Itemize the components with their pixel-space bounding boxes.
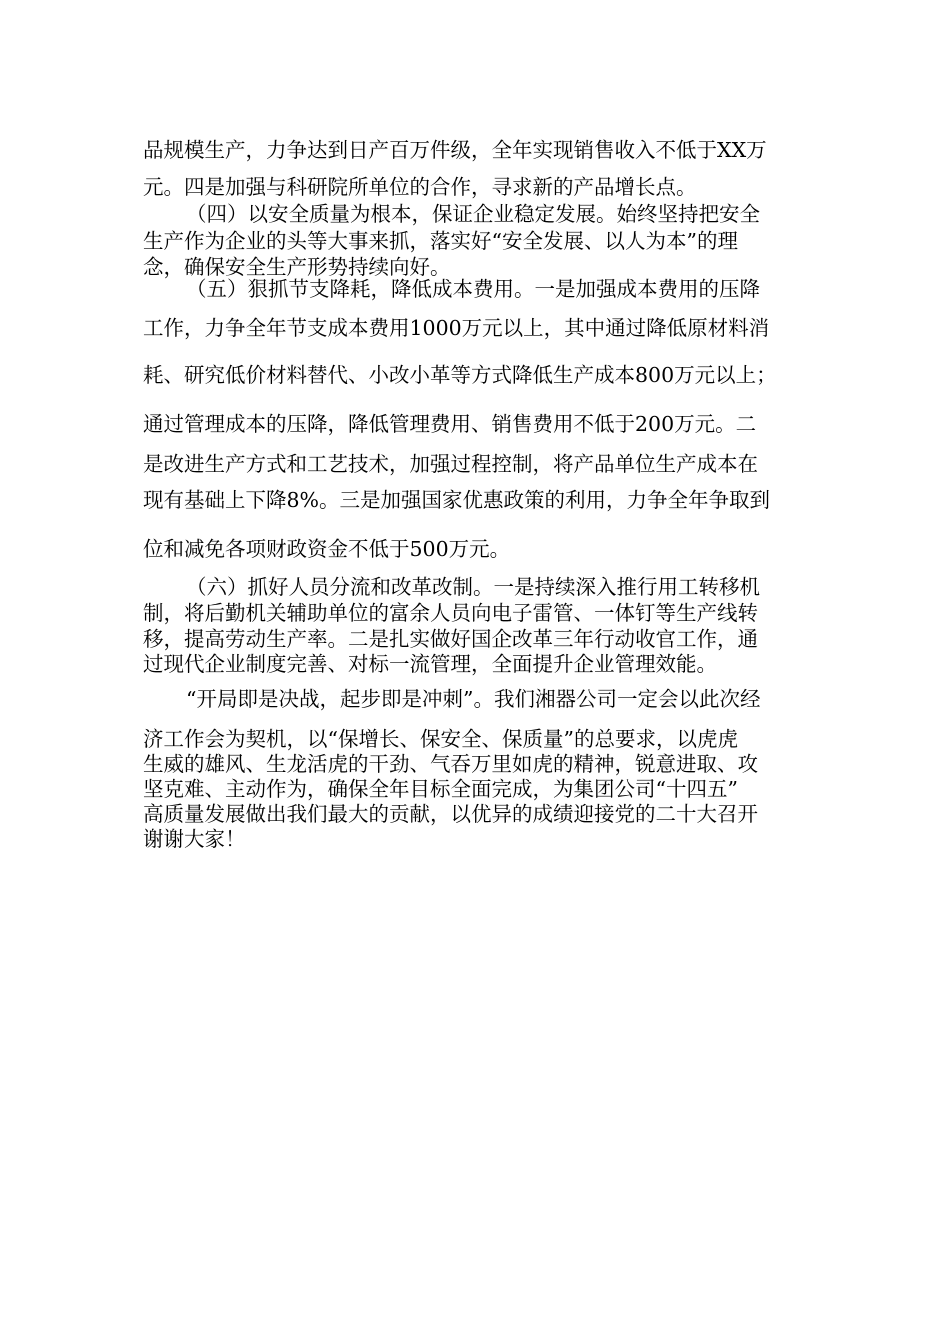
text-line: 品规模生产，力争达到日产百万件级，全年实现销售收入不低于XX万	[143, 138, 767, 162]
paragraph-heading-6: （六）抓好人员分流和改革改制。一是持续深入推行用工转移机	[186, 575, 760, 599]
text-line: 通过管理成本的压降，降低管理费用、销售费用不低于200万元。二	[143, 412, 757, 436]
text-line: 坚克难、主动作为，确保全年目标全面完成，为集团公司“十四五”	[143, 777, 738, 801]
text-line: 济工作会为契机，以“保增长、保安全、保质量”的总要求，以虎虎	[143, 727, 738, 751]
text-line: 元。四是加强与科研院所单位的合作，寻求新的产品增长点。	[143, 175, 697, 199]
paragraph-heading-4: （四）以安全质量为根本，保证企业稳定发展。始终坚持把安全	[186, 202, 760, 226]
text-line: 念，确保安全生产形势持续向好。	[143, 255, 451, 279]
text-line: 制，将后勤机关辅助单位的富余人员向电子雷管、一体钉等生产线转	[143, 601, 758, 625]
text-line: 生产作为企业的头等大事来抓，落实好“安全发展、以人为本”的理	[143, 229, 738, 253]
text-line: 工作，力争全年节支成本费用1000万元以上，其中通过降低原材料消	[143, 316, 770, 340]
text-line: 耗、研究低价材料替代、小改小革等方式降低生产成本800万元以上；	[143, 363, 777, 387]
closing-paragraph-start: “开局即是决战，起步即是冲刺”。我们湘器公司一定会以此次经	[186, 687, 761, 711]
text-line: 移，提高劳动生产率。二是扎实做好国企改革三年行动收官工作，通	[143, 627, 758, 651]
text-line: 是改进生产方式和工艺技术，加强过程控制，将产品单位生产成本在	[143, 452, 758, 476]
paragraph-heading-5: （五）狠抓节支降耗，降低成本费用。一是加强成本费用的压降	[186, 277, 760, 301]
text-line: 现有基础上下降8%。三是加强国家优惠政策的利用，力争全年争取到	[143, 488, 771, 512]
text-line: 生威的雄风、生龙活虎的干劲、气吞万里如虎的精神，锐意进取、攻	[143, 752, 758, 776]
text-line: 过现代企业制度完善、对标一流管理，全面提升企业管理效能。	[143, 652, 717, 676]
text-line: 位和减免各项财政资金不低于500万元。	[143, 537, 511, 561]
thanks-line: 谢谢大家！	[143, 827, 246, 851]
text-line: 高质量发展做出我们最大的贡献，以优异的成绩迎接党的二十大召开	[143, 802, 758, 826]
